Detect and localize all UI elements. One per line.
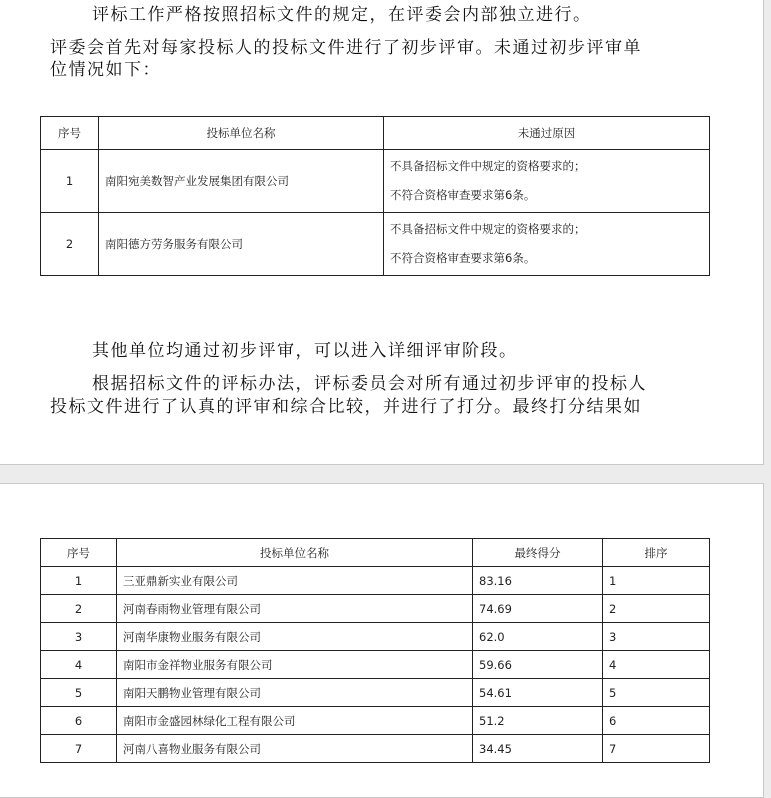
- row-no: 2: [41, 213, 99, 276]
- row-reason: [384, 213, 710, 276]
- table-row: [41, 623, 710, 651]
- row-rank: 5: [603, 679, 710, 707]
- row-name: 南阳天鹏物业管理有限公司: [117, 679, 473, 707]
- row-no: 5: [41, 679, 117, 707]
- row-no: 3: [41, 623, 117, 651]
- table-row: [41, 595, 710, 623]
- row-rank: 3: [603, 623, 710, 651]
- row-rank: 1: [603, 567, 710, 595]
- row-rank: 4: [603, 651, 710, 679]
- row-rank: 2: [603, 595, 710, 623]
- row-no: 2: [41, 595, 117, 623]
- row-no: 4: [41, 651, 117, 679]
- row-name: 南阳市金盛园林绿化工程有限公司: [117, 707, 473, 735]
- table-row: [41, 567, 710, 595]
- row-score: 83.16: [473, 567, 603, 595]
- row-no: 7: [41, 735, 117, 763]
- table-header-row: [41, 539, 710, 567]
- row-score: 54.61: [473, 679, 603, 707]
- paragraph-line: 投标文件进行了认真的评审和综合比较，并进行了打分。最终打分结果如: [50, 397, 642, 417]
- row-name: 南阳宛美数智产业发展集团有限公司: [99, 150, 384, 213]
- header-rank: 排序: [603, 539, 710, 567]
- table-row: [41, 213, 710, 276]
- paragraph-line: 评标工作严格按照招标文件的规定，在评委会内部独立进行。: [92, 5, 592, 25]
- header-no: 序号: [41, 539, 117, 567]
- table-row: [41, 735, 710, 763]
- table-row: [41, 707, 710, 735]
- row-no: 1: [41, 567, 117, 595]
- row-no: 6: [41, 707, 117, 735]
- row-score: 62.0: [473, 623, 603, 651]
- row-no: 1: [41, 150, 99, 213]
- row-name: 河南华康物业服务有限公司: [117, 623, 473, 651]
- row-name: 南阳德方劳务服务有限公司: [99, 213, 384, 276]
- header-name: 投标单位名称: [117, 539, 473, 567]
- paragraph-line: 位情况如下：: [50, 60, 161, 80]
- row-score: 59.66: [473, 651, 603, 679]
- row-score: 34.45: [473, 735, 603, 763]
- reason-line: 不具备招标文件中规定的资格要求的；: [390, 222, 586, 236]
- row-score: 74.69: [473, 595, 603, 623]
- reason-line: 不具备招标文件中规定的资格要求的；: [390, 159, 586, 173]
- row-rank: 6: [603, 707, 710, 735]
- row-rank: 7: [603, 735, 710, 763]
- table-row: [41, 679, 710, 707]
- reason-line: 不符合资格审查要求第6条。: [390, 251, 536, 265]
- final-scores-table: [40, 538, 710, 763]
- header-name: 投标单位名称: [99, 117, 384, 150]
- header-no: 序号: [41, 117, 99, 150]
- reason-line: 不符合资格审查要求第6条。: [390, 188, 536, 202]
- row-name: 三亚鼎新实业有限公司: [117, 567, 473, 595]
- row-score: 51.2: [473, 707, 603, 735]
- row-name: 河南八喜物业服务有限公司: [117, 735, 473, 763]
- paragraph-line: 评委会首先对每家投标人的投标文件进行了初步评审。未通过初步评审单: [50, 38, 642, 58]
- row-name: 河南春雨物业管理有限公司: [117, 595, 473, 623]
- row-reason: [384, 150, 710, 213]
- table-row: [41, 150, 710, 213]
- row-name: 南阳市金祥物业服务有限公司: [117, 651, 473, 679]
- paragraph-line: 根据招标文件的评标办法，评标委员会对所有通过初步评审的投标人: [92, 374, 647, 394]
- paragraph-line: 其他单位均通过初步评审，可以进入详细评审阶段。: [92, 341, 518, 361]
- table-header-row: [41, 117, 710, 150]
- header-reason: 未通过原因: [384, 117, 710, 150]
- header-score: 最终得分: [473, 539, 603, 567]
- failed-bidders-table: [40, 116, 710, 276]
- table-row: [41, 651, 710, 679]
